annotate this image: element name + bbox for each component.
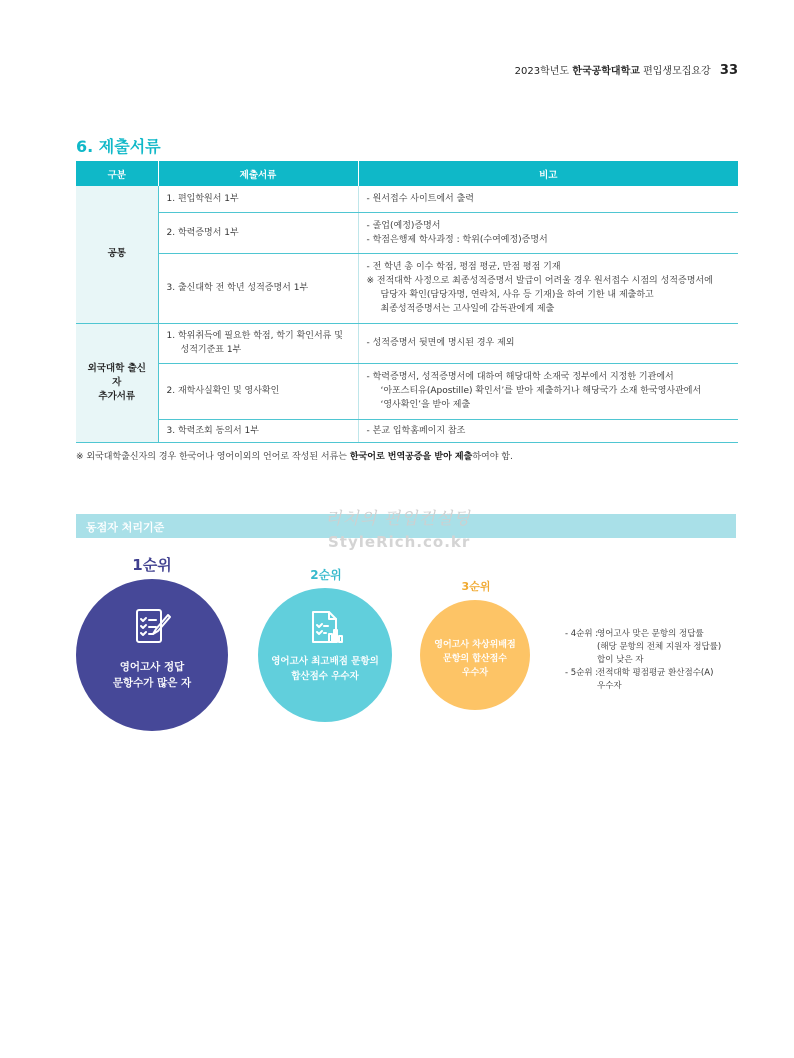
doc-cell: 1. 학위취득에 필요한 학점, 학기 확인서류 및 성적기준표 1부 xyxy=(158,323,358,363)
tie-section-title: 동점자 처리기준 xyxy=(86,521,165,534)
doc-cell: 2. 학력증명서 1부 xyxy=(158,212,358,253)
table-row xyxy=(76,253,738,323)
note-cell: - 성적증명서 뒷면에 명시된 경우 제외 xyxy=(358,323,738,363)
rank-1-label: 1순위 xyxy=(132,556,172,574)
category-foreign: 외국대학 출신자 추가서류 xyxy=(76,323,158,442)
rank-1-circle xyxy=(76,579,228,731)
rank-3-circle xyxy=(420,600,530,710)
table-row xyxy=(76,363,738,419)
criteria-item-rank4: - 4순위 : 영어고사 맞은 문항의 정답률 (해당 문항의 전체 지원자 정답률) 합이 낮은 자 xyxy=(565,629,722,665)
documents-table xyxy=(76,161,738,443)
doc-cell: 1. 편입학원서 1부 xyxy=(158,186,358,212)
note-cell: - 본교 입학홈페이지 참조 xyxy=(358,419,738,442)
watermark-url: StyleRich.co.kr xyxy=(328,533,471,551)
header-year: 2023학년도 xyxy=(514,66,570,77)
document-chart-icon xyxy=(305,608,345,648)
col-header-note: 비고 xyxy=(358,161,738,186)
category-common: 공통 xyxy=(76,186,158,323)
table-header-row xyxy=(76,161,738,186)
page-number: 33 xyxy=(719,63,738,78)
rank-3-label: 3순위 xyxy=(461,580,491,593)
col-header-category: 구분 xyxy=(76,161,158,186)
doc-cell: 3. 출신대학 전 학년 성적증명서 1부 xyxy=(158,253,358,323)
table-row xyxy=(76,419,738,442)
header-school: 한국공학대학교 xyxy=(572,66,640,77)
note-cell: - 학력증명서, 성적증명서에 대하여 해당대학 소재국 정부에서 지정한 기관에서 ‘아포스티유(Apostille) 확인서’를 받아 제출하거나 해당국가 소재 한국영사관에서 ‘영사확인’을 받아 제출 xyxy=(358,363,738,419)
table-row xyxy=(76,323,738,363)
rank-1-text: 영어고사 정답 문항수가 많은 자 xyxy=(112,661,192,689)
doc-cell: 3. 학력조회 동의서 1부 xyxy=(158,419,358,442)
page-header xyxy=(515,62,738,78)
rank-2-text: 영어고사 최고배점 문항의 합산점수 우수자 xyxy=(271,656,379,682)
table-footnote: ※ 외국대학출신자의 경우 한국어나 영어이외의 언어로 작성된 서류는 한국어로 번역공증을 받아 제출하여야 함. xyxy=(76,452,513,462)
section-title: 6. 제출서류 xyxy=(76,137,161,156)
checklist-pen-icon xyxy=(130,605,174,649)
note-cell: - 전 학년 총 이수 학점, 평점 평균, 만점 평점 기재 ※ 전적대학 사정으로 최종성적증명서 발급이 어려울 경우 원서접수 시점의 성적증명서에 담당자 확인(담당자명, 연락처, 사유 등 기재)을 하여 기한 내 제출하고 최종성적증명서는 고사일에 감독관에게 제출 xyxy=(358,253,738,323)
rank-2-label: 2순위 xyxy=(310,568,342,582)
footnote-emphasis: 한국어로 번역공증을 받아 제출 xyxy=(349,452,473,462)
col-header-document: 제출서류 xyxy=(158,161,358,186)
doc-cell: 2. 재학사실확인 및 영사확인 xyxy=(158,363,358,419)
table-row xyxy=(76,186,738,212)
rank-3-text: 영어고사 차상위배점 문항의 합산점수 우수자 xyxy=(434,640,516,678)
note-cell: - 졸업(예정)증명서 - 학점은행제 학사과정 : 학위(수여예정)증명서 xyxy=(358,212,738,253)
header-guide: 편입생모집요강 xyxy=(643,66,711,77)
criteria-item-rank5: - 5순위 : 전적대학 평점평균 환산점수(A) 우수자 xyxy=(565,668,714,691)
table-row xyxy=(76,212,738,253)
watermark-korean: 리치의 편입컨설팅 xyxy=(325,509,471,529)
tie-criteria-list xyxy=(565,628,765,693)
note-cell: - 원서접수 사이트에서 출력 xyxy=(358,186,738,212)
rank-2-circle xyxy=(258,588,392,722)
